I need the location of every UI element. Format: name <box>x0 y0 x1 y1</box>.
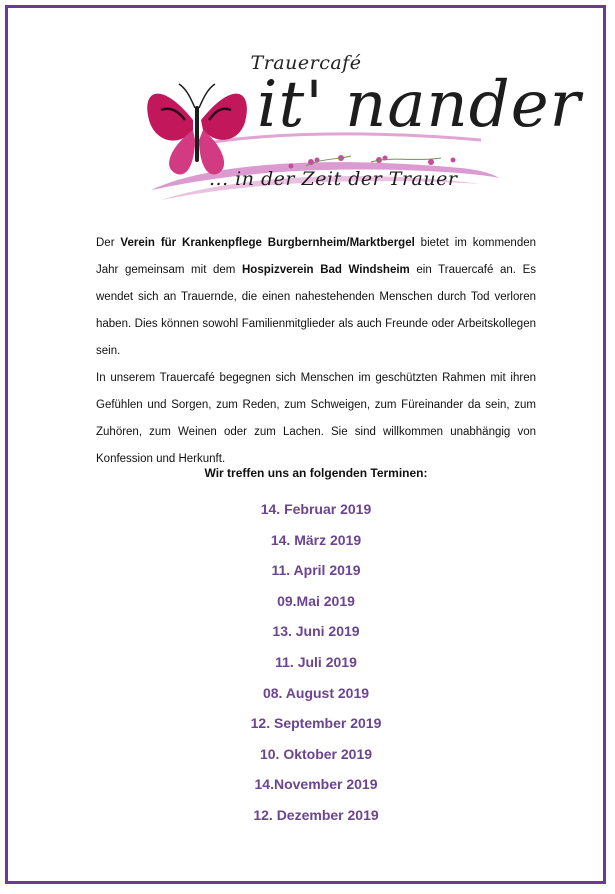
association-name: Verein für Krankenpflege Burgbernheim/Marktbergel <box>120 237 415 249</box>
date-item: 08. August 2019 <box>262 684 370 701</box>
text-run: ein Trauercafé an. Es wendet sich an Trauernde, die einen nahestehenden Menschen durch Tod verloren haben. Dies können sowohl Familienmitglieder als auch Freunde oder Arbeitskollegen sein. <box>96 264 536 357</box>
description-paragraph: In unserem Trauercafé begegnen sich Menschen im geschützten Rahmen mit ihren Gefühlen und Sorgen, zum Reden, zum Schweigen, zum Füreinander da sein, zum Zuhören, zum Weinen oder zum Lachen. Sie sind willkommen unabhängig von Konfession und Herkunft. <box>96 372 536 465</box>
page-frame <box>5 5 606 884</box>
date-item: 09.Mai 2019 <box>277 592 355 609</box>
date-item: 12. September 2019 <box>250 715 382 732</box>
date-item: 10. Oktober 2019 <box>259 745 373 762</box>
schedule-heading: Wir treffen uns an folgenden Terminen: <box>204 466 428 480</box>
hospice-name: Hospizverein Bad Windsheim <box>242 264 410 276</box>
date-item: 14.November 2019 <box>254 776 378 793</box>
date-item: 14. Februar 2019 <box>260 501 372 517</box>
date-item: 13. Juni 2019 <box>272 623 360 640</box>
date-item: 14. März 2019 <box>270 531 362 548</box>
trauercafe-logo <box>131 50 582 218</box>
body-text <box>96 230 536 473</box>
date-item: 11. Juli 2019 <box>275 653 357 670</box>
logo-main-text: it' nander <box>257 68 582 142</box>
date-item: 12. Dezember 2019 <box>253 806 379 823</box>
butterfly-icon <box>147 84 247 174</box>
intro-paragraph <box>96 230 536 365</box>
logo-title: Trauercafé <box>250 52 362 74</box>
logo-subtitle: ... in der Zeit der Trauer <box>209 168 458 190</box>
text-run: Der <box>96 237 121 249</box>
date-item: 11. April 2019 <box>271 562 361 579</box>
date-list <box>96 494 536 831</box>
text-run: bietet im kommenden Jahr gemeinsam mit dem <box>96 237 537 276</box>
